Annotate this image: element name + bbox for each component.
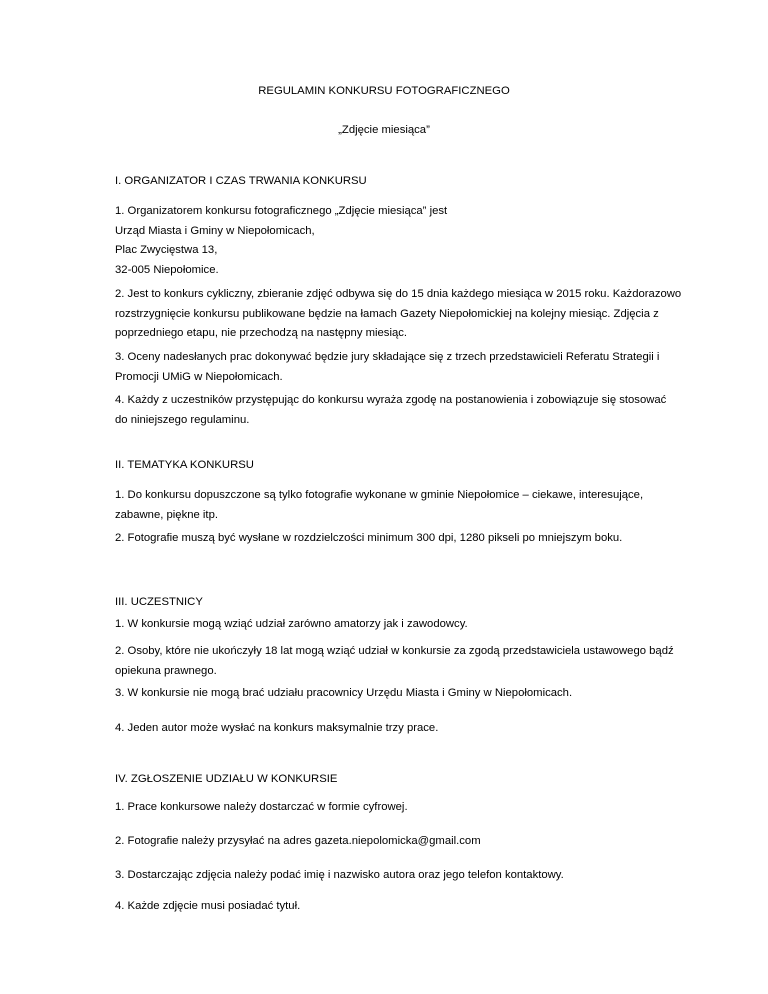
text-line: 4. Jeden autor może wysłać na konkurs maksymalnie trzy prace. <box>115 722 439 734</box>
text-line: do niniejszego regulaminu. <box>115 413 250 426</box>
text-line: opiekuna prawnego. <box>115 664 217 677</box>
text-line: 3. Oceny nadesłanych prac dokonywać będzie jury składające się z trzech przedstawicieli Referatu Strategii i <box>115 351 660 363</box>
text-line: 4. Każdy z uczestników przystępując do konkursu wyraża zgodę na postanowienia i zobowiązuje się stosować <box>115 394 667 406</box>
text-line: 2. Fotografie należy przysyłać na adres gazeta.niepolomicka@gmail.com <box>115 835 481 847</box>
paragraph-resolution <box>115 529 675 549</box>
paragraph-employees <box>115 684 675 704</box>
paragraph-email <box>115 832 675 852</box>
text-line: 1. Do konkursu dopuszczone są tylko fotografie wykonane w gminie Niepołomice – ciekawe, interesujące, <box>115 489 644 501</box>
paragraph-cycle <box>115 285 682 344</box>
text-line: 1. Organizatorem konkursu fotograficznego „Zdjęcie miesiąca” jest <box>115 205 448 217</box>
text-line: 2. Fotografie muszą być wysłane w rozdzielczości minimum 300 dpi, 1280 pikseli po mniejszym boku. <box>115 532 623 544</box>
text-line: 32-005 Niepołomice. <box>115 263 219 276</box>
text-line: 1. W konkursie mogą wziąć udział zarówno amatorzy jak i zawodowcy. <box>115 618 468 630</box>
paragraph-digital <box>115 798 675 818</box>
document-title: REGULAMIN KONKURSU FOTOGRAFICZNEGO <box>258 85 510 97</box>
text-line: 4. Każde zdjęcie musi posiadać tytuł. <box>115 900 301 912</box>
text-line: poprzedniego etapu, nie przechodzą na następny miesiąc. <box>115 327 408 339</box>
text-line: zabawne, piękne itp. <box>115 508 218 521</box>
text-line: Plac Zwycięstwa 13, <box>115 244 218 256</box>
text-line: 2. Jest to konkurs cykliczny, zbieranie zdjęć odbywa się do 15 dnia każdego miesiąca w 2015 roku. Każdorazowo <box>115 288 682 300</box>
paragraph-photo-title <box>115 897 675 917</box>
text-line: Promocji UMiG w Niepołomicach. <box>115 370 283 383</box>
section-heading-participants: III. UCZESTNICY <box>115 596 203 608</box>
text-line: 2. Osoby, które nie ukończyły 18 lat mogą wziąć udział w konkursie za zgodą przedstawiciela ustawowego bądź <box>115 645 674 657</box>
text-line: Urząd Miasta i Gminy w Niepołomicach, <box>115 224 315 237</box>
paragraph-organizer <box>115 202 675 280</box>
paragraph-minors <box>115 642 675 681</box>
paragraph-topic-photos <box>115 486 675 525</box>
section-heading-topic: II. TEMATYKA KONKURSU <box>115 459 254 471</box>
paragraph-jury <box>115 348 675 387</box>
text-line: rozstrzygnięcie konkursu publikowane będzie na łamach Gazety Niepołomickiej na kolejny miesiąc. Zdjęcia z <box>115 307 659 320</box>
document-subtitle: „Zdjęcie miesiąca” <box>338 124 430 136</box>
text-line: 1. Prace konkursowe należy dostarczać w formie cyfrowej. <box>115 801 408 813</box>
text-line: 3. W konkursie nie mogą brać udziału pracownicy Urzędu Miasta i Gminy w Niepołomicach. <box>115 687 573 699</box>
paragraph-limit <box>115 719 675 739</box>
paragraph-author-info <box>115 866 675 886</box>
paragraph-amateurs <box>115 615 675 635</box>
section-heading-organizer: I. ORGANIZATOR I CZAS TRWANIA KONKURSU <box>115 175 367 187</box>
paragraph-consent <box>115 391 675 430</box>
section-heading-submission: IV. ZGŁOSZENIE UDZIAŁU W KONKURSIE <box>115 773 338 785</box>
text-line: 3. Dostarczając zdjęcia należy podać imię i nazwisko autora oraz jego telefon kontaktowy. <box>115 869 564 881</box>
